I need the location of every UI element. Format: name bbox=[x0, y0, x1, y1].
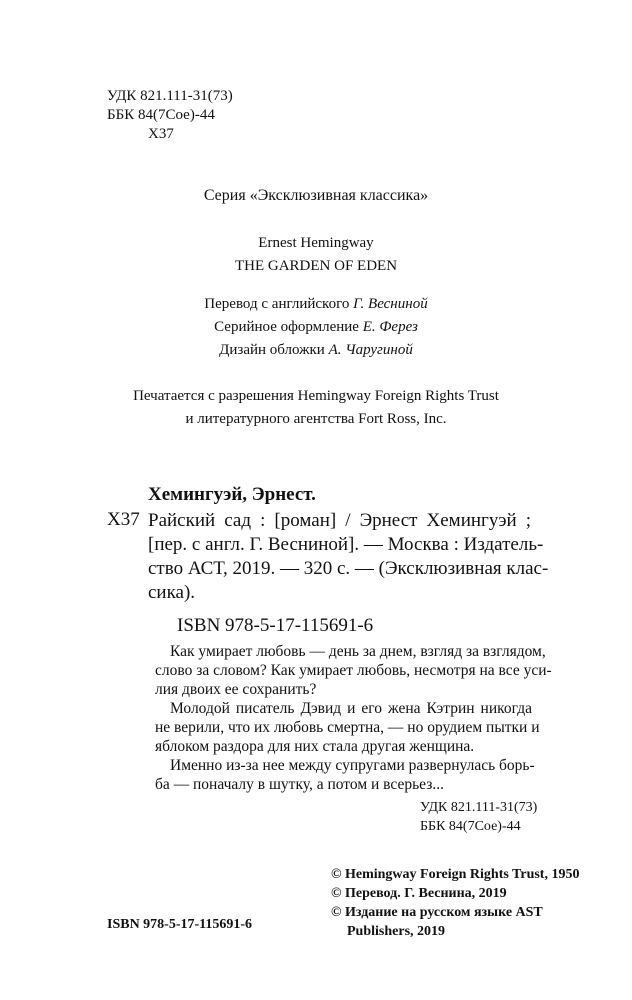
annotation-line: яблоком раздора для них стала другая женщина. bbox=[155, 738, 475, 755]
credit-name: А. Чаругиной bbox=[328, 342, 413, 358]
credit-name: Г. Весниной bbox=[353, 296, 428, 312]
catalog-line: [пер. с англ. Г. Весниной]. — Москва : Издатель- bbox=[148, 534, 544, 555]
original-author: Ernest Hemingway bbox=[258, 235, 374, 251]
copyright-line: © Hemingway Foreign Rights Trust, 1950 bbox=[331, 867, 580, 882]
permission-line-2: и литературного агентства Fort Ross, Inc. bbox=[185, 411, 447, 427]
credit-role: Дизайн обложки bbox=[219, 342, 325, 358]
copyright-line: Publishers, 2019 bbox=[347, 924, 446, 939]
annotation-line: Как умирает любовь — день за днем, взгляд за взглядом, bbox=[170, 643, 546, 660]
copyright-line: © Перевод. Г. Веснина, 2019 bbox=[331, 886, 507, 901]
copyright-line: © Издание на русском языке AST bbox=[331, 905, 543, 920]
bbk-code: ББК 84(7Сое)-44 bbox=[107, 107, 215, 123]
annotation-bbk: ББК 84(7Сое)-44 bbox=[420, 819, 521, 834]
annotation-line: ба — поначалу в шутку, а потом и всерьез... bbox=[155, 776, 444, 793]
credit-translation bbox=[0, 293, 632, 316]
credit-cover-design bbox=[0, 339, 632, 362]
annotation-line: Молодой писатель Дэвид и его жена Кэтрин никогда bbox=[170, 700, 532, 717]
permission-line-1: Печатается с разрешения Hemingway Foreign Rights Trust bbox=[133, 388, 499, 404]
footer-isbn: ISBN 978-5-17-115691-6 bbox=[107, 917, 253, 932]
credit-series-design bbox=[0, 316, 632, 339]
udk-code: УДК 821.111-31(73) bbox=[107, 88, 233, 104]
catalog-line: сика). bbox=[148, 582, 196, 603]
credit-name: Е. Ферез bbox=[362, 319, 418, 335]
annotation-udk: УДК 821.111-31(73) bbox=[420, 800, 538, 815]
catalog-line: ство АСТ, 2019. — 320 с. — (Эксклюзивная клас- bbox=[148, 558, 549, 579]
author-mark: Х37 bbox=[148, 126, 174, 142]
credit-role: Серийное оформление bbox=[214, 319, 359, 335]
catalog-heading: Хемингуэй, Эрнест. bbox=[148, 484, 316, 505]
catalog-isbn: ISBN 978-5-17-115691-6 bbox=[177, 615, 374, 636]
original-title: THE GARDEN OF EDEN bbox=[234, 258, 398, 274]
annotation-line: не верили, что их любовь смертна, — но орудием пытки и bbox=[155, 719, 540, 736]
annotation-line: Именно из-за нее между супругами развернулась борь- bbox=[170, 757, 535, 774]
annotation-line: слово за словом? Как умирает любовь, несмотря на все уси- bbox=[155, 662, 552, 679]
annotation-line: лия двоих ее сохранить? bbox=[155, 681, 317, 698]
catalog-line: Райский сад : [роман] / Эрнест Хемингуэй ; bbox=[148, 510, 531, 531]
catalog-mark: Х37 bbox=[107, 509, 140, 530]
series-title: Серия «Эксклюзивная классика» bbox=[203, 187, 429, 204]
credit-role: Перевод с английского bbox=[204, 296, 350, 312]
